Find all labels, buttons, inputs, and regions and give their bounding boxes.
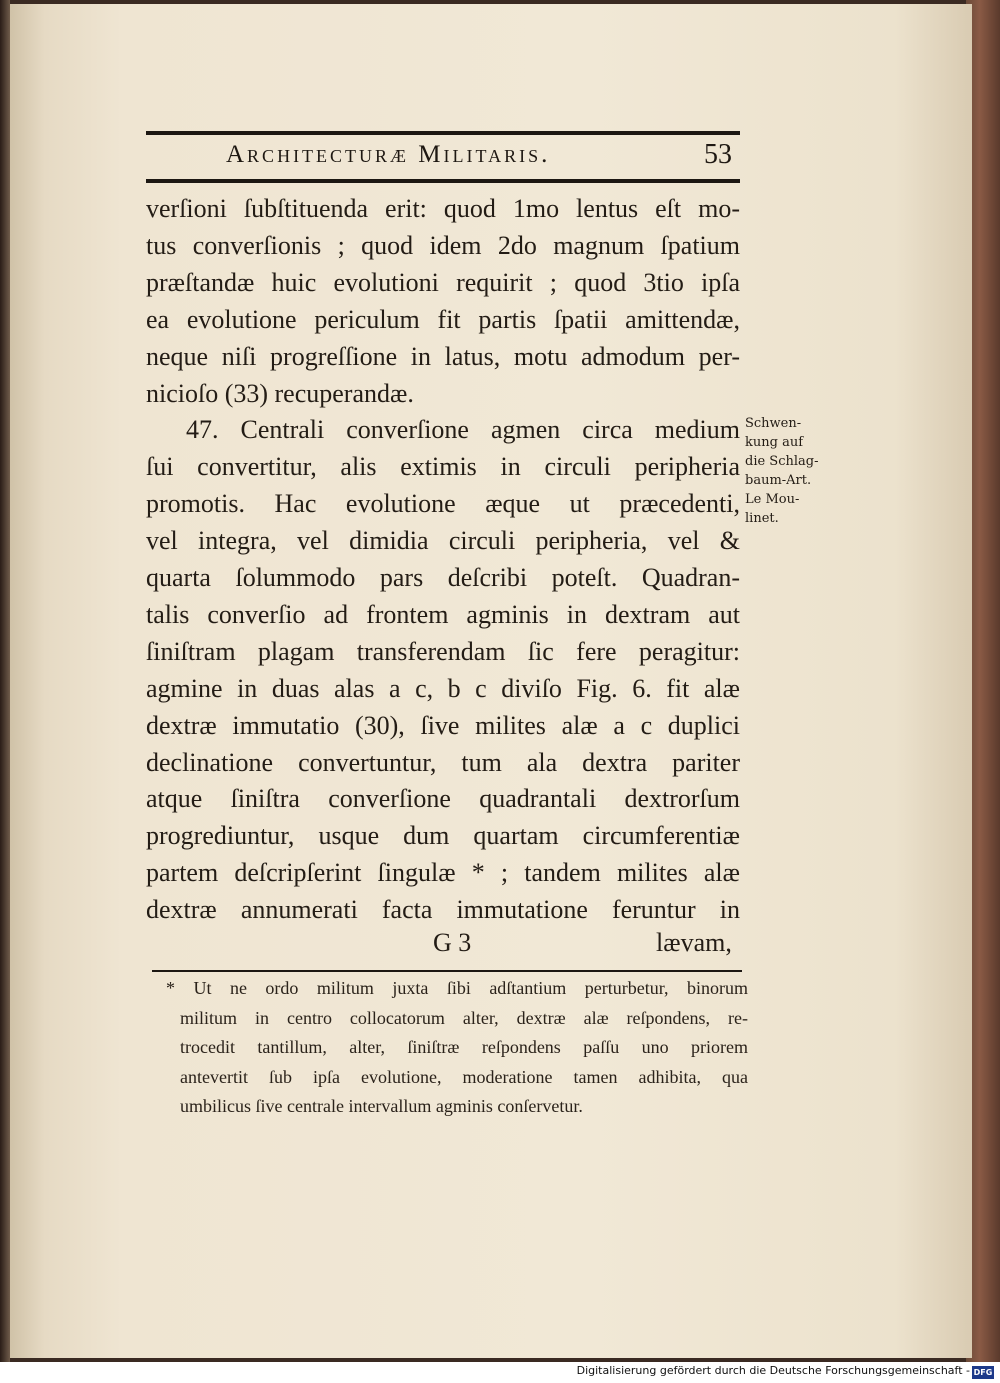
body-line: dextræ annumerati facta immutatione feruntur in <box>146 895 740 925</box>
body-line: tus converſionis ; quod idem 2do magnum ſpatium <box>146 230 740 260</box>
margin-note-line: die Schlag- <box>745 454 819 469</box>
body-line: præſtandæ huic evolutioni requirit ; quod 3tio ipſa <box>146 267 740 297</box>
header-rule-top <box>146 131 740 135</box>
body-line: progrediuntur, usque dum quartam circumferentiæ <box>146 821 740 851</box>
body-line: ea evolutione periculum fit partis ſpatii amittendæ, <box>146 304 740 334</box>
footnote-line: militum in centro collocatorum alter, dextræ alæ reſpondens, re- <box>180 1007 748 1028</box>
body-line: 47. Centrali converſione agmen circa medium <box>186 415 740 445</box>
digitization-credit: Digitalisierung gefördert durch die Deutsche Forschungsgemeinschaft - <box>576 1364 970 1377</box>
margin-note-line: Le Mou- <box>745 492 800 507</box>
body-line: vel integra, vel dimidia circuli peripheria, vel & <box>146 526 740 556</box>
body-line: neque niſi progreſſione in latus, motu admodum per- <box>146 341 740 371</box>
footnote-line: antevertit ſub ipſa evolutione, moderatione tamen adhibita, qua <box>180 1066 748 1087</box>
page-gutter-shadow <box>0 0 10 1362</box>
body-line: nicioſo (33) recuperandæ. <box>146 378 414 408</box>
running-title: Architecturæ Militaris. <box>226 141 551 168</box>
catchword: lævam, <box>656 928 732 957</box>
page-number: 53 <box>704 139 732 170</box>
footnote-rule <box>152 970 742 972</box>
footnote-line: umbilicus ſive centrale intervallum agminis conſervetur. <box>180 1096 583 1116</box>
header-rule-bottom <box>146 179 740 183</box>
body-line: dextræ immutatio (30), ſive milites alæ a c duplici <box>146 710 740 740</box>
dfg-logo: DFG <box>973 1368 993 1377</box>
body-line: verſioni ſubſtituenda erit: quod 1mo lentus eſt mo- <box>146 194 740 223</box>
body-line: talis converſio ad frontem agminis in dextram aut <box>146 599 740 629</box>
body-line: quarta ſolummodo pars deſcribi poteſt. Quadran- <box>146 563 740 592</box>
body-line: partem deſcripſerint ſingulæ * ; tandem milites alæ <box>146 858 740 888</box>
body-line: declinatione convertuntur, tum ala dextra pariter <box>146 747 740 777</box>
margin-note-line: linet. <box>745 511 779 526</box>
body-line: ſui convertitur, alis extimis in circuli peripheria <box>146 452 740 482</box>
margin-note-line: Schwen- <box>745 416 802 431</box>
footnote-line: * Ut ne ordo militum juxta ſibi adſtantium perturbetur, binorum <box>166 978 748 998</box>
footnote-line: trocedit tantillum, alter, ſiniſtræ reſpondens paſſu uno priorem <box>180 1037 748 1057</box>
body-line: agmine in duas alas a c, b c diviſo Fig. 6. fit alæ <box>146 673 740 703</box>
signature-mark: G 3 <box>433 928 472 957</box>
margin-note-line: baum-Art. <box>745 473 812 488</box>
body-line: ſiniſtram plagam transferendam ſic fere peragitur: <box>146 636 740 666</box>
body-line: promotis. Hac evolutione æque ut præcedenti, <box>146 489 740 519</box>
body-line: atque ſiniſtra converſione quadrantali dextrorſum <box>146 784 740 814</box>
margin-note-line: kung auf <box>745 435 804 450</box>
